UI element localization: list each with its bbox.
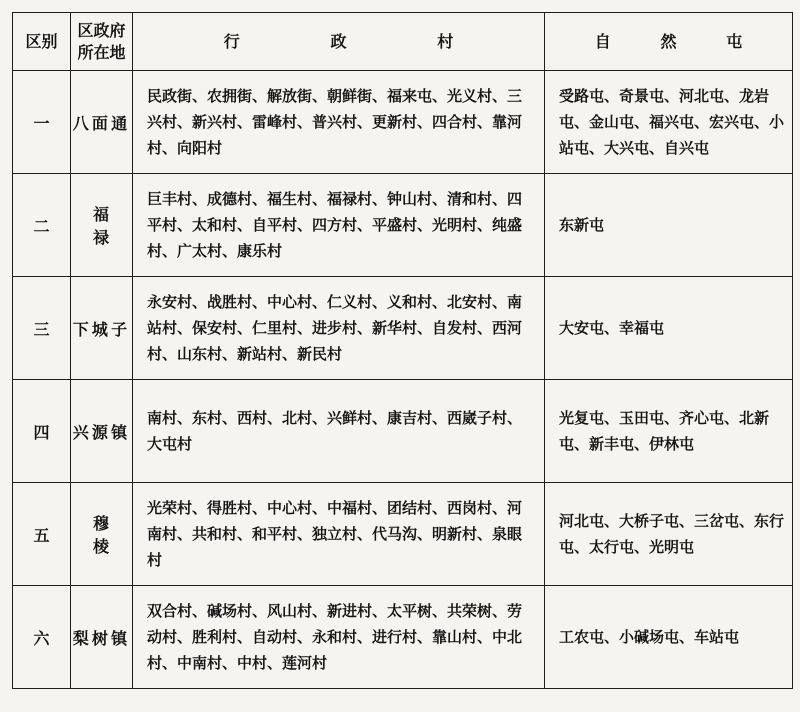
header-seat (71, 13, 133, 71)
header-villages-char: 村 (437, 31, 454, 51)
hamlets-cell: 大安屯、幸福屯 (545, 277, 793, 380)
district-cell: 五 (13, 483, 71, 586)
header-hamlets-char: 自 (594, 31, 611, 51)
seat-cell: 八面通 (71, 71, 133, 174)
district-cell: 四 (13, 380, 71, 483)
table-row (13, 586, 793, 689)
villages-cell: 民政街、农拥街、解放街、朝鲜街、福来屯、光义村、三兴村、新兴村、雷峰村、普兴村、更新村、四合村、靠河村、向阳村 (133, 71, 545, 174)
villages-cell: 巨丰村、成德村、福生村、福禄村、钟山村、清和村、四平村、太和村、自平村、四方村、平盛村、光明村、纯盛村、广太村、康乐村 (133, 174, 545, 277)
hamlets-cell: 工农屯、小碱场屯、车站屯 (545, 586, 793, 689)
header-district (13, 13, 71, 71)
villages-cell: 南村、东村、西村、北村、兴鲜村、康吉村、西崴子村、大屯村 (133, 380, 545, 483)
seat-cell: 梨树镇 (71, 586, 133, 689)
hamlets-cell: 光复屯、玉田屯、齐心屯、北新屯、新丰屯、伊林屯 (545, 380, 793, 483)
villages-cell: 光荣村、得胜村、中心村、中福村、团结村、西岗村、河南村、共和村、和平村、独立村、代马沟、明新村、泉眼村 (133, 483, 545, 586)
district-cell: 六 (13, 586, 71, 689)
header-district-label: 区别 (25, 31, 58, 51)
villages-cell: 永安村、战胜村、中心村、仁义村、义和村、北安村、南站村、保安村、仁里村、进步村、新华村、自发村、西河村、山东村、新站村、新民村 (133, 277, 545, 380)
seat-cell: 穆棱 (71, 483, 133, 586)
header-hamlets-char: 屯 (726, 31, 743, 51)
header-seat-line2: 所在地 (77, 42, 126, 62)
seat-cell: 兴源镇 (71, 380, 133, 483)
district-cell: 三 (13, 277, 71, 380)
header-villages-char: 政 (330, 31, 347, 51)
header-seat-line1: 区政府 (77, 20, 126, 40)
district-cell: 一 (13, 71, 71, 174)
header-villages (133, 13, 545, 71)
hamlets-cell: 东新屯 (545, 174, 793, 277)
seat-cell: 下城子 (71, 277, 133, 380)
seat-cell: 福禄 (71, 174, 133, 277)
villages-cell: 双合村、碱场村、风山村、新进村、太平树、共荣树、劳动村、胜利村、自动村、永和村、进行村、靠山村、中北村、中南村、中村、莲河村 (133, 586, 545, 689)
header-hamlets-char: 然 (660, 31, 677, 51)
table-row (13, 277, 793, 380)
district-cell: 二 (13, 174, 71, 277)
table-row (13, 71, 793, 174)
table-header-row (13, 13, 793, 71)
table-row (13, 174, 793, 277)
hamlets-cell: 河北屯、大桥子屯、三岔屯、东行屯、太行屯、光明屯 (545, 483, 793, 586)
header-hamlets (545, 13, 793, 71)
header-villages-char: 行 (223, 31, 240, 51)
district-village-table (12, 12, 793, 689)
hamlets-cell: 受路屯、奇景屯、河北屯、龙岩屯、金山屯、福兴屯、宏兴屯、小站屯、大兴屯、自兴屯 (545, 71, 793, 174)
table-row (13, 380, 793, 483)
table-row (13, 483, 793, 586)
